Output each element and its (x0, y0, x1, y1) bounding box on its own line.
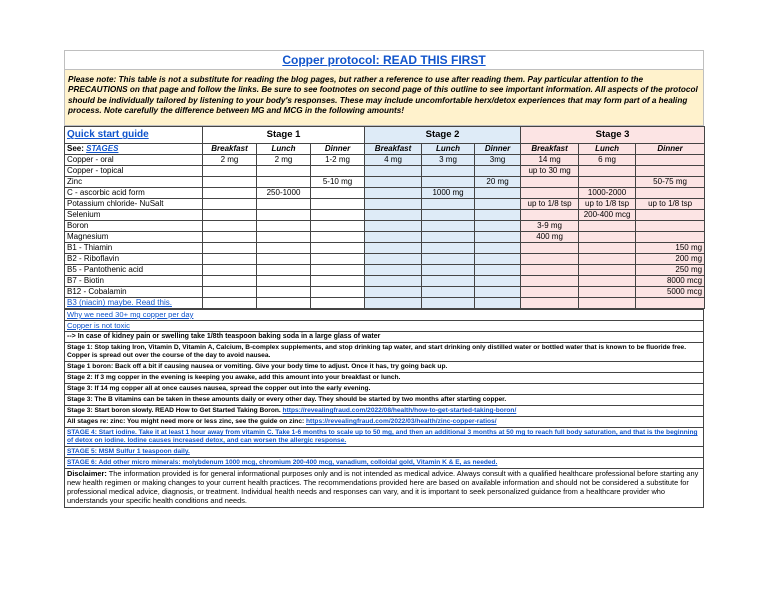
dose-cell (365, 199, 422, 210)
dose-cell (311, 188, 365, 199)
dose-cell: 1000-2000 (579, 188, 636, 199)
table-row (65, 188, 705, 199)
stage3-copper-note: Stage 3: If 14 mg copper all at once causes nausea, spread the copper out into the early evening. (65, 384, 704, 395)
dose-cell: 200 mg (636, 254, 705, 265)
notes-table (64, 309, 704, 508)
dose-cell: 8000 mcg (636, 276, 705, 287)
dose-cell: 250 mg (636, 265, 705, 276)
dose-cell (475, 276, 521, 287)
boron-guide-link[interactable]: https://revealingfraud.com/2022/08/health/how-to-get-started-taking-boron/ (282, 407, 517, 414)
stage5-note[interactable]: STAGE 5: MSM Sulfur 1 teaspoon daily. (65, 447, 704, 458)
dose-cell (311, 210, 365, 221)
supplement-name: Zinc (65, 177, 203, 188)
dose-cell (257, 221, 311, 232)
dose-cell (422, 210, 475, 221)
stage1-header: Stage 1 (203, 127, 365, 144)
meal-header: Dinner (636, 144, 705, 155)
dose-cell (521, 254, 579, 265)
meal-header: Dinner (475, 144, 521, 155)
dose-cell (203, 210, 257, 221)
dose-cell (311, 232, 365, 243)
dose-cell (257, 243, 311, 254)
dose-cell (365, 177, 422, 188)
supplement-name: Magnesium (65, 232, 203, 243)
protocol-sheet (64, 50, 704, 508)
meal-header: Breakfast (521, 144, 579, 155)
quick-start-link[interactable]: Quick start guide (65, 127, 203, 144)
table-row (65, 155, 705, 166)
dose-cell: 14 mg (521, 155, 579, 166)
dose-cell (422, 166, 475, 177)
dose-cell: 2 mg (203, 155, 257, 166)
dose-cell (422, 221, 475, 232)
table-row (65, 265, 705, 276)
dose-cell: up to 1/8 tsp (579, 199, 636, 210)
stage3-boron-note: Stage 3: Start boron slowly. READ How to Get Started Taking Boron. https://revealingfraud.com/2022/08/health/how-to-get-started-taking-boron/ (65, 406, 704, 417)
dose-cell (311, 276, 365, 287)
dose-cell (365, 298, 422, 309)
dose-cell (311, 265, 365, 276)
dose-cell: 200-400 mcg (579, 210, 636, 221)
dose-cell (521, 177, 579, 188)
disclaimer-label: Disclaimer: (67, 469, 107, 478)
dose-cell (257, 287, 311, 298)
dose-cell (579, 166, 636, 177)
table-row (65, 243, 705, 254)
stage1-note: Stage 1: Stop taking Iron, Vitamin D, Vitamin A, Calcium, B-complex supplements, and stop drinking tap water, and start drinking only distilled water or bottled water that is known to be fluoride free. Copper is spread out over the course of the day to avoid nausea. (65, 343, 704, 362)
supplement-name: B5 - Pantothenic acid (65, 265, 203, 276)
dose-cell (579, 287, 636, 298)
dose-cell (422, 276, 475, 287)
dose-cell (365, 254, 422, 265)
dose-cell (579, 254, 636, 265)
dose-cell: 150 mg (636, 243, 705, 254)
supplement-name: B7 - Biotin (65, 276, 203, 287)
stage2-header: Stage 2 (365, 127, 521, 144)
table-row (65, 287, 705, 298)
supplement-name: Potassium chloride- NuSalt (65, 199, 203, 210)
dose-cell: 1-2 mg (311, 155, 365, 166)
dose-cell (475, 232, 521, 243)
dose-cell (579, 221, 636, 232)
stage2-note: Stage 2: If 3 mg copper in the evening is keeping you awake, add this amount into your breakfast or lunch. (65, 373, 704, 384)
meal-header: Dinner (311, 144, 365, 155)
dose-cell (636, 221, 705, 232)
dose-cell (422, 243, 475, 254)
dose-cell (203, 298, 257, 309)
dose-cell: 20 mg (475, 177, 521, 188)
dose-cell (365, 210, 422, 221)
table-row (65, 177, 705, 188)
table-row (65, 298, 705, 309)
supplement-name: Copper - oral (65, 155, 203, 166)
meal-header: Lunch (579, 144, 636, 155)
why-30mg-link[interactable]: Why we need 30+ mg copper per day (65, 310, 704, 321)
dose-cell: 3-9 mg (521, 221, 579, 232)
dose-cell (311, 243, 365, 254)
dose-cell (422, 232, 475, 243)
dose-cell (475, 199, 521, 210)
supplement-name: C - ascorbic acid form (65, 188, 203, 199)
dose-cell (257, 199, 311, 210)
dose-cell (636, 155, 705, 166)
dose-cell (475, 210, 521, 221)
dose-cell (203, 276, 257, 287)
dose-cell (257, 298, 311, 309)
dose-cell (636, 232, 705, 243)
copper-not-toxic-link[interactable]: Copper is not toxic (65, 321, 704, 332)
zinc-guide-link[interactable]: https://revealingfraud.com/2022/03/health/zinc-copper-ratios/ (306, 418, 497, 425)
dose-cell (365, 166, 422, 177)
dose-cell (579, 177, 636, 188)
dose-cell (311, 199, 365, 210)
see-stages-cell (65, 144, 203, 155)
stages-link[interactable]: STAGES (86, 144, 119, 154)
supplement-name: Boron (65, 221, 203, 232)
dose-cell: 250-1000 (257, 188, 311, 199)
dose-cell (365, 243, 422, 254)
dose-cell (257, 265, 311, 276)
disclaimer: Disclaimer: The information provided is for general informational purposes only and is not intended as medical advice. Always consult with a qualified healthcare professional before starting any new health regimen or making changes to your current health practices. The recommendations provided here are based on available information and should not be considered a substitute for professional medical advice, diagnosis, or treatment. Individual health needs and responses can vary, and it is important to seek personalized guidance from a healthcare provider who understands your specific health conditions and needs. (65, 469, 704, 508)
dose-cell: 3 mg (422, 155, 475, 166)
dose-cell (203, 265, 257, 276)
dose-cell: 1000 mg (422, 188, 475, 199)
dose-cell (521, 276, 579, 287)
table-row (65, 276, 705, 287)
stage1-boron-note: Stage 1 boron: Back off a bit if causing nausea or vomiting. Give your body time to adjust. Once it has, try going back up. (65, 362, 704, 373)
table-row (65, 166, 705, 177)
dose-cell: 4 mg (365, 155, 422, 166)
meal-header: Lunch (257, 144, 311, 155)
dose-cell (422, 199, 475, 210)
intro-note: Please note: This table is not a substitute for reading the blog pages, but rather a reference to use after reading them. Pay particular attention to the PRECAUTIONS on that page and follow the links. Be sure to see footnotes on second page of this outline to see important information. All aspects of the protocol should be individually tailored by listening to your body's responses. These may include uncomfortable herx/detox experiences that may form part of a healing process. Note carefully the difference between MG and MCG in the following amounts! (64, 70, 704, 126)
zinc-note: All stages re: zinc: You might need more or less zinc, see the guide on zinc: https://revealingfraud.com/2022/03/health/zinc-copper-ratios/ (65, 417, 704, 428)
supplement-name: Selenium (65, 210, 203, 221)
dose-cell (521, 188, 579, 199)
dose-cell (475, 188, 521, 199)
dose-cell: 50-75 mg (636, 177, 705, 188)
page-title[interactable]: Copper protocol: READ THIS FIRST (64, 50, 704, 70)
dose-cell (422, 254, 475, 265)
dose-cell (257, 177, 311, 188)
stage6-note[interactable]: STAGE 6: Add other micro minerals: molybdenum 1000 mcg, chromium 200-400 mcg, vanadium, colloidal gold, Vitamin K & E, as needed. (65, 458, 704, 469)
dose-cell (475, 287, 521, 298)
dose-cell: up to 1/8 tsp (521, 199, 579, 210)
stage4-note[interactable]: STAGE 4: Start iodine. Take it at least 1 hour away from vitamin C. Take 1-6 months to scale up to 50 mg, and then an additional 3 months at 50 mg to reach full body saturation, and that is the beginning of detox on iodine. Iodine causes increased detox, and can worsen the allergic response. (65, 428, 704, 447)
dose-cell (311, 221, 365, 232)
dose-cell (475, 298, 521, 309)
table-row (65, 254, 705, 265)
dose-cell (636, 166, 705, 177)
dose-cell (521, 298, 579, 309)
dose-cell (579, 298, 636, 309)
dose-cell: 2 mg (257, 155, 311, 166)
dose-cell: 400 mg (521, 232, 579, 243)
dose-cell (365, 287, 422, 298)
dose-cell (475, 254, 521, 265)
dose-cell (203, 166, 257, 177)
dose-cell (203, 232, 257, 243)
dose-cell (365, 232, 422, 243)
supplement-name: B2 - Riboflavin (65, 254, 203, 265)
dose-cell: up to 30 mg (521, 166, 579, 177)
dose-cell (311, 298, 365, 309)
dose-cell (257, 276, 311, 287)
dose-cell (636, 298, 705, 309)
dose-cell (475, 243, 521, 254)
supplement-name: B12 - Cobalamin (65, 287, 203, 298)
dose-cell: up to 1/8 tsp (636, 199, 705, 210)
dose-cell (257, 232, 311, 243)
dose-cell (365, 221, 422, 232)
dose-cell (203, 243, 257, 254)
dose-cell (521, 243, 579, 254)
dose-cell (311, 166, 365, 177)
dose-cell (475, 265, 521, 276)
dose-cell (475, 221, 521, 232)
stage3-bvitamins-note: Stage 3: The B vitamins can be taken in these amounts daily or every other day. They should be started by two months after starting copper. (65, 395, 704, 406)
dose-cell (422, 298, 475, 309)
dose-cell: 3mg (475, 155, 521, 166)
kidney-note: --> In case of kidney pain or swelling take 1/8th teaspoon baking soda in a large glass of water (65, 332, 704, 343)
meal-header: Breakfast (203, 144, 257, 155)
dose-cell (579, 276, 636, 287)
dose-cell (521, 210, 579, 221)
dose-cell (636, 188, 705, 199)
dose-cell (365, 265, 422, 276)
dosage-table (64, 126, 705, 309)
meal-header: Lunch (422, 144, 475, 155)
dose-cell (521, 287, 579, 298)
meal-header: Breakfast (365, 144, 422, 155)
table-row (65, 221, 705, 232)
dose-cell (579, 232, 636, 243)
dose-cell (422, 287, 475, 298)
dose-cell (365, 276, 422, 287)
dose-cell (365, 188, 422, 199)
supplement-name: B1 - Thiamin (65, 243, 203, 254)
dose-cell (521, 265, 579, 276)
dose-cell (579, 243, 636, 254)
dose-cell: 6 mg (579, 155, 636, 166)
table-row (65, 210, 705, 221)
dose-cell (203, 221, 257, 232)
dose-cell (579, 265, 636, 276)
stage3-header: Stage 3 (521, 127, 705, 144)
supplement-name[interactable]: B3 (niacin) maybe. Read this. (65, 298, 203, 309)
supplement-name: Copper - topical (65, 166, 203, 177)
dose-cell (636, 210, 705, 221)
dose-cell (203, 287, 257, 298)
dose-cell (257, 210, 311, 221)
dose-cell: 5-10 mg (311, 177, 365, 188)
dose-cell: 5000 mcg (636, 287, 705, 298)
dose-cell (203, 254, 257, 265)
table-row (65, 232, 705, 243)
dose-cell (203, 199, 257, 210)
dose-cell (422, 265, 475, 276)
dose-cell (257, 166, 311, 177)
dose-cell (311, 287, 365, 298)
dose-cell (422, 177, 475, 188)
dose-cell (203, 188, 257, 199)
dose-cell (475, 166, 521, 177)
dose-cell (203, 177, 257, 188)
see-label: See: (67, 144, 87, 154)
table-row (65, 199, 705, 210)
dose-cell (311, 254, 365, 265)
dose-cell (257, 254, 311, 265)
